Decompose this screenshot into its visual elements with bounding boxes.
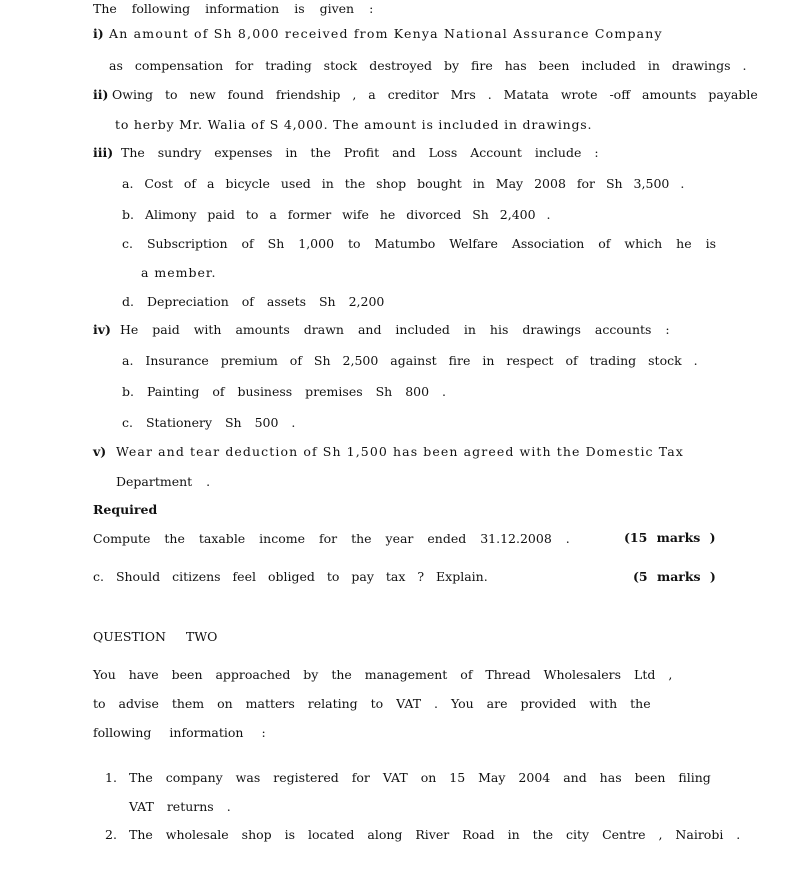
- item-iv-label: iv): [93, 322, 111, 337]
- required-task: Compute the taxable income for the year ended 31.12.2008 .: [93, 531, 570, 546]
- item-iv-text: He paid with amounts drawn and included in his drawings accounts :: [120, 322, 670, 337]
- list-item-1-line2: VAT returns .: [129, 799, 231, 814]
- list-item-2-line1: The wholesale shop is located along River Road in the city Centre , Nairobi .: [129, 827, 741, 842]
- task-marks: (15 marks ): [624, 530, 716, 545]
- item-iii-a: a. Cost of a bicycle used in the shop bought in May 2008 for Sh 3,500 .: [122, 176, 685, 191]
- item-ii-line2: to herby Mr. Walia of S 4,000. The amount is included in drawings.: [115, 117, 593, 132]
- item-iii-label: iii): [93, 145, 114, 160]
- question-two-para3: following information :: [93, 725, 266, 740]
- item-iii-text: The sundry expenses in the Profit and Loss Account include :: [121, 145, 599, 160]
- intro-text: The following information is given :: [93, 1, 374, 16]
- part-c-text: c. Should citizens feel obliged to pay tax ? Explain.: [93, 569, 488, 584]
- item-ii-label: ii): [93, 87, 109, 102]
- item-i-line1: An amount of Sh 8,000 received from Kenya National Assurance Company: [109, 26, 663, 41]
- question-two-heading: QUESTION TWO: [93, 629, 218, 644]
- item-iv-a: a. Insurance premium of Sh 2,500 against fire in respect of trading stock .: [122, 353, 698, 368]
- item-iv-c: c. Stationery Sh 500 .: [122, 415, 296, 430]
- part-c-marks: (5 marks ): [633, 569, 716, 584]
- item-v-line2: Department .: [116, 474, 211, 489]
- item-iii-d: d. Depreciation of assets Sh 2,200: [122, 294, 385, 309]
- question-two-para1: You have been approached by the management of Thread Wholesalers Ltd ,: [93, 667, 673, 682]
- list-item-1-line1: The company was registered for VAT on 15 May 2004 and has been filing: [129, 770, 711, 785]
- item-iii-c2: a member.: [141, 265, 217, 280]
- item-iii-b: b. Alimony paid to a former wife he divorced Sh 2,400 .: [122, 207, 551, 222]
- item-i-label: i): [93, 26, 104, 41]
- required-heading: Required: [93, 502, 158, 517]
- question-two-para2: to advise them on matters relating to VAT . You are provided with the: [93, 696, 651, 711]
- item-iv-b: b. Painting of business premises Sh 800 .: [122, 384, 447, 399]
- item-v-line1: Wear and tear deduction of Sh 1,500 has been agreed with the Domestic Tax: [116, 444, 684, 459]
- list-number-1: 1.: [105, 770, 117, 785]
- item-iii-c1: c. Subscription of Sh 1,000 to Matumbo Welfare Association of which he is: [122, 236, 716, 251]
- item-v-label: v): [93, 444, 107, 459]
- item-i-line2: as compensation for trading stock destroyed by fire has been included in drawings .: [109, 58, 747, 73]
- item-ii-line1: Owing to new found friendship , a creditor Mrs . Matata wrote -off amounts payable: [112, 87, 758, 102]
- list-number-2: 2.: [105, 827, 117, 842]
